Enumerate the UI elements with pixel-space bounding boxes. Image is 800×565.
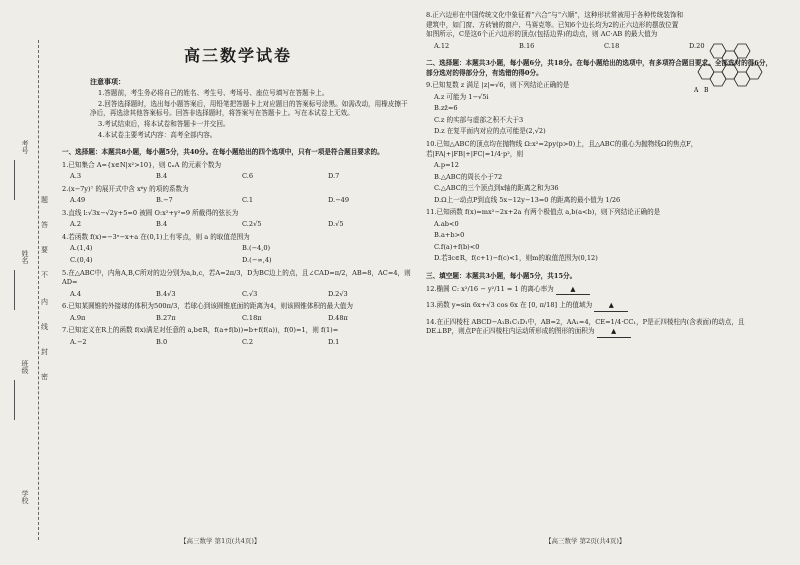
seal-char: 答 xyxy=(41,221,48,229)
notice-block xyxy=(62,77,414,140)
option-d: D.Ω上一动点P到直线 5x−12y−13=0 的距离的最小值为 1/26 xyxy=(434,195,621,204)
question-stem: 3.直线 l:√3x−√2y+5=0 被圆 O:x²+y²=9 所截得的弦长为 xyxy=(62,208,239,217)
question-stem: 2.(x−7y)⁷ 的展开式中含 x⁶y 的项的系数为 xyxy=(62,184,189,193)
hexagon-cell xyxy=(722,65,738,79)
option-c: C.18π xyxy=(242,313,262,322)
option-a: A.4 xyxy=(70,289,82,298)
figure-label-a: A xyxy=(694,87,699,94)
option-b: B.△ABC的周长小于72 xyxy=(434,172,503,181)
seal-char: 内 xyxy=(41,298,48,306)
question-5 xyxy=(62,269,414,300)
notice-item: 3.考试结束后，将本试卷和答题卡一并交回。 xyxy=(98,119,230,128)
strip-label-class: 班级 xyxy=(21,360,29,374)
question-stem: 13.函数 y=sin 6x+√3 cos 6x 在 [0, π/18] 上的值域为 xyxy=(426,301,593,310)
option-a: A.9π xyxy=(70,313,86,322)
question-stem: 6.已知某圆锥的外接球的体积为500π/3，若球心到该圆锥底面的距离为4，则该圆锥体积的最大值为 xyxy=(62,302,353,311)
strip-fill-line xyxy=(14,270,15,310)
question-stem: 5.在△ABC中，内角A,B,C所对的边分别为a,b,c，若A=2π/3，D为BC边上的点，且∠CAD=π/2，AB=8，AC=4，则AD= xyxy=(62,268,411,287)
question-1 xyxy=(62,161,414,182)
option-a: A.z 可能为 1−√5i xyxy=(434,92,489,101)
exam-title: 高三数学试卷 xyxy=(183,46,292,65)
option-d: D.48π xyxy=(328,313,348,322)
option-row xyxy=(70,314,414,324)
option-d: D.(−∞,4) xyxy=(242,255,272,264)
seal-char: 题 xyxy=(41,196,48,204)
option-b: B.4√3 xyxy=(156,289,176,298)
option-row xyxy=(70,338,414,348)
option-row xyxy=(70,196,414,206)
seal-char: 密 xyxy=(41,373,48,381)
question-14 xyxy=(426,318,776,338)
question-8 xyxy=(426,11,705,51)
question-6 xyxy=(62,302,414,323)
question-stem: 12.椭圆 C: x²/16 − y²/11 = 1 的离心率为 xyxy=(426,284,554,293)
question-11 xyxy=(426,208,776,264)
question-stem: 8.正六边形在中国传统文化中象征着“六合”与“六顺”，这种形状常被用于各种传统装饰和建筑中，如门窗、方砖铺的窗户、马赛克等。已知6个边长均为2的正六边形的摆放位置如图所示，C是这6个正六边形的顶点(包括边界)的动点，则 AC·AB 的最大值为 xyxy=(426,11,684,39)
notice-item: 1.答题前，考生务必将自己的姓名、考生号、考场号、座位号填写在答题卡上。 xyxy=(98,89,329,98)
question-2 xyxy=(62,185,414,206)
strip-fill-line xyxy=(14,380,15,420)
strip-label-name: 姓名 xyxy=(21,250,29,264)
option-d: D.√5 xyxy=(328,220,344,229)
binding-strip xyxy=(0,0,56,565)
hexagon-cell xyxy=(746,65,762,79)
page-1 xyxy=(62,8,414,347)
option-c: C.△ABC的三个顶点到x轴的距离之和为36 xyxy=(434,184,559,193)
option-row xyxy=(70,172,414,182)
question-stem: 10.已知△ABC的顶点均在抛物线 Ω:x²=2py(p>0)上，且△ABC的重心为抛物线Ω的焦点F，若|FA|+|FB|+|FC|=1/4·p²，则 xyxy=(426,140,698,158)
option-b: B.4 xyxy=(156,172,168,181)
option-b: B.−7 xyxy=(156,196,173,205)
option-b: B.(−4,0) xyxy=(242,244,271,253)
figure-label-b: B xyxy=(704,87,709,94)
option-d: D.7 xyxy=(328,172,340,181)
option-c: C.2√5 xyxy=(242,220,262,229)
question-12 xyxy=(426,285,776,296)
seal-char: 封 xyxy=(41,348,48,356)
question-10 xyxy=(426,140,776,205)
option-a: A.p=12 xyxy=(434,161,459,170)
seal-char: 要 xyxy=(41,246,48,254)
question-stem: 1.已知集合 A={x∈N|x²>10}，则 ∁ₙA 的元素个数为 xyxy=(62,160,222,169)
option-d: D.2√3 xyxy=(328,289,348,298)
option-c: C.f(a)+f(b)<0 xyxy=(434,242,480,251)
option-row xyxy=(70,244,414,254)
option-a: A.−2 xyxy=(70,337,87,346)
answer-blank: ▲ xyxy=(594,301,628,312)
option-c: C.6 xyxy=(242,172,254,181)
section-3-heading: 三、填空题：本题共3小题，每小题5分，共15分。 xyxy=(426,272,577,281)
option-b: B.27π xyxy=(156,313,176,322)
option-c: C.√3 xyxy=(242,289,258,298)
option-row xyxy=(70,290,414,300)
question-stem: 11.已知函数 f(x)=mx²−2x+2a 有两个极值点 a,b(a<b)，则下列结论正确的是 xyxy=(426,208,661,217)
answer-blank: ▲ xyxy=(556,285,590,296)
option-a: A.12 xyxy=(434,41,450,50)
option-d: D.1 xyxy=(328,337,340,346)
option-c: C.z 的实部与虚部之积不大于3 xyxy=(434,115,524,124)
option-d: D.若∃c∈R，f(c+1)−f(c)<1，则m的取值范围为(0,12) xyxy=(434,254,598,263)
option-a: A.(1,4) xyxy=(70,244,93,253)
option-row xyxy=(70,220,414,230)
question-stem: 9.已知复数 z 满足 |z|=√6，则下列结论正确的是 xyxy=(426,81,570,90)
option-d: D.−49 xyxy=(328,196,350,205)
option-b: B.4 xyxy=(156,220,168,229)
option-c: C.(0,4) xyxy=(70,255,93,264)
option-c: C.18 xyxy=(604,41,620,50)
notice-item: 2.回答选择题时，选出每小题答案后，用铅笔把答题卡上对应题目的答案标号涂黑。如需改动，用橡皮擦干净后，再选涂其他答案标号。回答非选择题时，将答案写在答题卡上。写在本试卷上无效。 xyxy=(90,99,408,118)
strip-fill-line xyxy=(14,160,15,200)
option-row xyxy=(70,256,414,266)
option-b: B.zz̄=6 xyxy=(434,104,458,113)
question-4 xyxy=(62,233,414,266)
option-d: D.20 xyxy=(689,41,705,50)
question-stem: 14.在正四棱柱 ABCD−A₁B₁C₁D₁中，AB=2，AA₁=4，CE=1/4·CC₁，P是正四棱柱内(含表面)的动点，且DE⊥BP，则点P在正四棱柱内运动所形成的图形的面积为 xyxy=(426,317,745,336)
question-13 xyxy=(426,301,776,312)
option-a: A.3 xyxy=(70,172,82,181)
seal-dashed-line xyxy=(38,40,39,540)
page-1-footer: 【高三数学 第1页(共4页)】 xyxy=(180,537,261,545)
question-3 xyxy=(62,209,414,230)
option-c: C.1 xyxy=(242,196,254,205)
option-c: C.2 xyxy=(242,337,254,346)
option-b: B.0 xyxy=(156,337,168,346)
option-a: A.49 xyxy=(70,196,86,205)
hexagon-cell xyxy=(734,44,750,58)
strip-label-school: 学校 xyxy=(21,490,29,504)
hexagon-figure xyxy=(690,40,780,98)
seal-char: 线 xyxy=(41,323,48,331)
question-7 xyxy=(62,326,414,347)
question-stem: 4.若函数 f(x)=−3ˣ−x+a 在(0,1)上有零点，则 a 的取值范围为 xyxy=(62,232,250,241)
seal-char: 不 xyxy=(41,271,48,279)
answer-blank: ▲ xyxy=(597,327,631,338)
section-1-heading: 一、选择题：本题共8小题，每小题5分，共40分。在每小题给出的四个选项中，只有一项是符合题目要求的。 xyxy=(62,148,384,157)
page-2-footer: 【高三数学 第2页(共4页)】 xyxy=(545,537,626,545)
option-a: A.2 xyxy=(70,220,82,229)
option-a: A.ab<0 xyxy=(434,219,459,228)
strip-label-exam-number: 考号 xyxy=(21,140,29,154)
question-stem: 7.已知定义在R上的函数 f(x)满足对任意的 a,b∈R，f(a+f(b))=b+f(f(a))，f(0)=1，则 f(1)= xyxy=(62,326,339,335)
notice-heading: 注意事项： xyxy=(90,77,125,87)
option-b: B.16 xyxy=(519,41,535,50)
option-b: B.a+b>0 xyxy=(434,231,465,240)
notice-item: 4.本试卷主要考试内容：高考全部内容。 xyxy=(98,130,217,139)
option-d: D.z 在复平面内对应的点可能是(2,√2) xyxy=(434,127,546,136)
section-2-heading: 二、选择题：本题共3小题，每小题6分，共18分。在每小题给出的选项中，有多项符合题目要求。全部选对的得6分，部分选对的得部分分，有选错的得0分。 xyxy=(426,59,773,77)
